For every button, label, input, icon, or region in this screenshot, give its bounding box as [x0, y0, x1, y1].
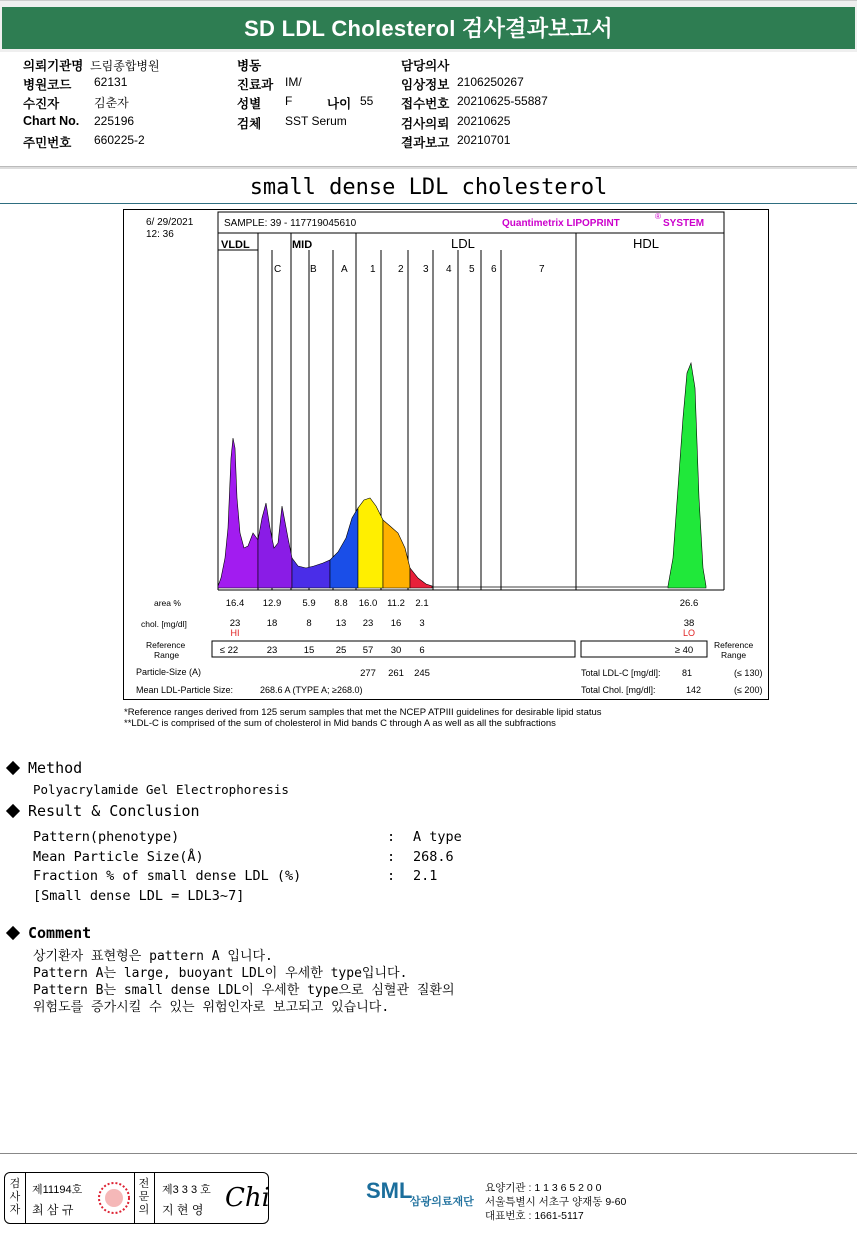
diamond-bullet-icon — [6, 761, 20, 775]
peak-2 — [383, 520, 410, 588]
particle-size: 245 — [414, 668, 430, 679]
result-row: Fraction % of small dense LDL (%) : 2.1 — [33, 868, 438, 884]
area-value: 2.1 — [415, 598, 429, 609]
hi-flag: HI — [230, 628, 240, 638]
lo-flag: LO — [682, 628, 696, 638]
info-row: 수진자 김춘자 — [23, 96, 129, 111]
row-label-mean: Mean LDL-Particle Size: — [136, 685, 234, 695]
chol-value: 3 — [419, 618, 425, 629]
info-row: 진료과 IM/ — [237, 75, 302, 92]
row-label-chol: chol. [mg/dl] — [141, 619, 187, 629]
info-row: 검사의뢰 20210625 — [401, 114, 511, 131]
inspector-name: 최 삼 규 — [32, 1203, 74, 1217]
comment-line: Pattern B는 small dense LDL이 우세한 type으로 심혈관 질환의 — [33, 983, 455, 998]
footnote-1: *Reference ranges derived from 125 serum samples that met the NCEP ATPIII guidelines for desirable lipid status — [124, 707, 602, 718]
info-row: 주민번호 660225-2 — [23, 133, 145, 150]
method-text: Polyacrylamide Gel Electrophoresis — [33, 782, 289, 797]
area-value: 8.8 — [334, 598, 348, 609]
info-row: 의뢰기관명 드림종합병원 — [23, 59, 160, 73]
comment-line: Pattern A는 large, buoyant LDL이 우세한 type입니다. — [33, 966, 408, 981]
chol-value: 38 — [683, 618, 695, 629]
area-value: 11.2 — [387, 598, 405, 609]
brand-name: Quantimetrix LIPOPRINT — [502, 218, 620, 229]
section-title: small dense LDL cholesterol — [249, 175, 608, 200]
chol-value: 8 — [306, 618, 312, 629]
contact-line: 대표번호 : 1661-5117 — [485, 1210, 584, 1222]
report-date: 6/ 29/2021 — [146, 217, 194, 228]
row-label-ref1: Reference — [146, 640, 186, 650]
brand-mark: ® — [655, 212, 661, 221]
seal-icon — [97, 1181, 131, 1215]
ref-right-2: Range — [721, 650, 747, 660]
peak-1 — [358, 498, 383, 588]
ref-value: 6 — [419, 645, 425, 656]
result-note: [Small dense LDL = LDL3~7] — [33, 888, 245, 904]
chol-value: 18 — [266, 618, 278, 629]
band-label: 2 — [398, 264, 404, 275]
contact-line: 요양기관 : 1 1 3 6 5 2 0 0 — [485, 1182, 602, 1194]
info-row: 결과보고 20210701 — [401, 133, 511, 150]
info-row: 담당의사 — [401, 59, 450, 73]
comment-heading: Comment — [8, 924, 91, 942]
divider — [0, 167, 857, 169]
peak-vldl — [218, 438, 258, 588]
report-time: 12: 36 — [146, 229, 174, 240]
area-value: 16.0 — [358, 598, 378, 609]
info-row: Chart No. 225196 — [23, 114, 135, 128]
diamond-bullet-icon — [6, 926, 20, 940]
specialist-label: 전문의 — [138, 1178, 150, 1216]
lipoprint-chart — [124, 210, 770, 701]
signature-box — [4, 1172, 269, 1224]
peak-b — [292, 558, 330, 588]
group-label-ldl: LDL — [451, 236, 475, 251]
footnote-2: **LDL-C is comprised of the sum of cholesterol in Mid bands C through A as well as all the subfractions — [124, 718, 556, 729]
inspector-label: 검사자 — [9, 1178, 21, 1216]
ref-value: 25 — [335, 645, 347, 656]
row-label-area: area % — [154, 598, 181, 608]
info-row: 접수번호 20210625-55887 — [401, 94, 548, 111]
info-row: 검체 SST Serum — [237, 114, 347, 131]
band-label: 1 — [370, 264, 376, 275]
info-row: 성별 F — [237, 94, 293, 111]
area-value: 5.9 — [302, 598, 316, 609]
peak-c — [258, 503, 292, 588]
sml-logo: SML — [366, 1178, 413, 1203]
diamond-bullet-icon — [6, 804, 20, 818]
specialist-name: 지 현 영 — [162, 1203, 204, 1217]
particle-size: 277 — [360, 668, 376, 679]
result-row: Mean Particle Size(Å) : 268.6 — [33, 849, 454, 865]
total-ldl-label: Total LDL-C [mg/dl]: — [581, 668, 661, 678]
info-row: 병원코드 62131 — [23, 75, 128, 92]
peak-3 — [410, 568, 432, 588]
chol-value: 23 — [362, 618, 374, 629]
peak-a — [330, 508, 358, 588]
band-label: A — [341, 264, 348, 275]
ref-value: 57 — [362, 645, 374, 656]
total-ldl-value: 81 — [682, 668, 693, 678]
area-value: 16.4 — [225, 598, 245, 609]
chol-value: 13 — [335, 618, 347, 629]
peak-hdl — [668, 363, 706, 588]
band-label: C — [274, 264, 282, 275]
title-bar-background — [0, 0, 857, 52]
info-row: 병동 — [237, 59, 262, 73]
age-row: 나이 55 — [327, 94, 374, 111]
method-heading: Method — [8, 759, 82, 777]
band-label: 5 — [469, 264, 475, 275]
organization-name: 삼광의료재단 — [410, 1196, 474, 1208]
ref-value: 15 — [303, 645, 315, 656]
chol-value: 16 — [390, 618, 402, 629]
divider — [0, 203, 857, 204]
inspector-number: 제11194호 — [32, 1184, 83, 1196]
ref-value: ≤ 22 — [219, 645, 239, 656]
group-label-hdl: HDL — [633, 236, 660, 251]
lipoprint-report — [123, 209, 769, 700]
band-label: B — [310, 264, 317, 275]
band-label: 3 — [423, 264, 429, 275]
total-ldl-ref: (≤ 130) — [734, 668, 763, 678]
info-row: 임상정보 2106250267 — [401, 75, 524, 92]
patient-info — [0, 52, 857, 167]
mean-size-value: 268.6 A (TYPE A; ≥268.0) — [260, 685, 363, 695]
report-title: SD LDL Cholesterol 검사결과보고서 — [2, 7, 855, 49]
brand-suffix: SYSTEM — [663, 218, 705, 229]
area-value: 26.6 — [679, 598, 699, 609]
sample-id: SAMPLE: 39 - 117719045610 — [224, 218, 357, 229]
specialist-number: 제3 3 3 호 — [162, 1184, 211, 1196]
group-label-vldl: VLDL — [221, 239, 250, 251]
row-label-particle: Particle-Size (A) — [136, 667, 202, 677]
chol-value: 23 — [229, 618, 241, 629]
comment-line: 상기환자 표현형은 pattern A 입니다. — [33, 949, 273, 964]
result-row: Pattern(phenotype) : A type — [33, 829, 462, 845]
area-value: 12.9 — [262, 598, 282, 609]
group-label-mid: MID — [292, 239, 313, 251]
signature: Chi — [225, 1183, 270, 1213]
ref-value: 30 — [390, 645, 402, 656]
result-heading: Result & Conclusion — [8, 802, 200, 820]
band-label: 7 — [539, 264, 545, 275]
contact-line: 서울특별시 서초구 양재동 9-60 — [485, 1196, 627, 1208]
ref-value: 23 — [266, 645, 278, 656]
total-chol-value: 142 — [686, 685, 702, 695]
row-label-ref2: Range — [154, 650, 180, 660]
total-chol-ref: (≤ 200) — [734, 685, 763, 695]
ref-right-1: Reference — [714, 640, 754, 650]
ref-value: ≥ 40 — [674, 645, 694, 656]
comment-line: 위험도를 증가시킬 수 있는 위험인자로 보고되고 있습니다. — [33, 1000, 390, 1015]
band-label: 6 — [491, 264, 497, 275]
total-chol-label: Total Chol. [mg/dl]: — [581, 685, 656, 695]
particle-size: 261 — [388, 668, 404, 679]
band-label: 4 — [446, 264, 452, 275]
